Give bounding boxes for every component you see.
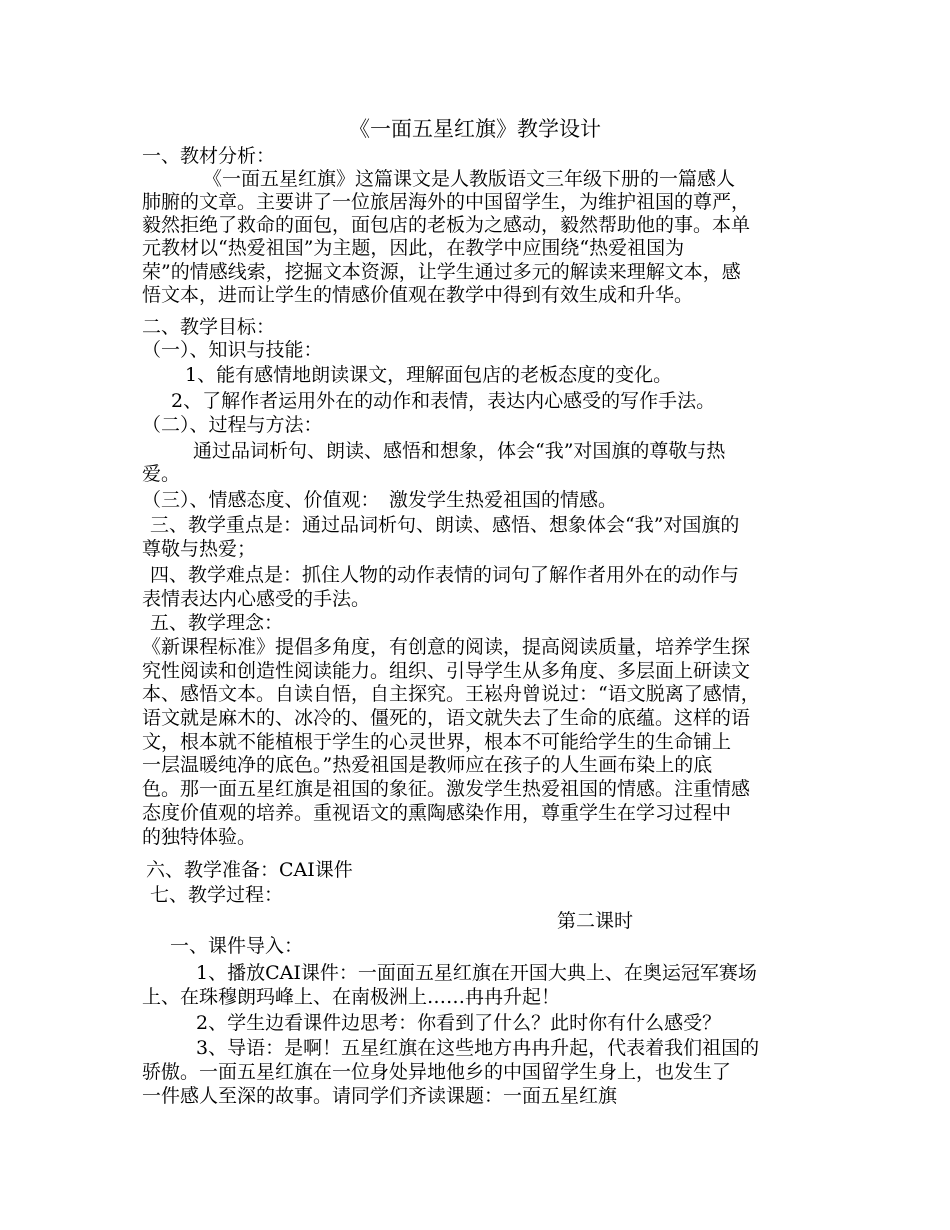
text-line: 3、导语：是啊！五星红旗在这些地方冉冉升起，代表着我们祖国的 — [196, 1037, 760, 1059]
subsection-heading: （三）、情感态度、价值观： 激发学生热爱祖国的情感。 — [142, 489, 618, 511]
text-line: 元教材以“热爱祖国”为主题，因此，在教学中应围绕“热爱祖国为 — [142, 237, 685, 259]
text-line: 尊敬与热爱； — [142, 538, 257, 560]
text-line: 通过品词析句、朗读、感悟和想象，体会“我”对国旗的尊敬与热 — [193, 440, 726, 462]
text-line: 爱。 — [142, 463, 181, 485]
text-line: 《新课程标准》提倡多角度，有创意的阅读，提高阅读质量，培养学生探 — [142, 636, 751, 658]
section-heading: 六、教学准备：CAI课件 — [146, 859, 353, 881]
text-line: 态度价值观的培养。重视语文的熏陶感染作用，尊重学生在学习过程中 — [142, 802, 732, 824]
text-line: 2、了解作者运用外在的动作和表情，表达内心感受的写作手法。 — [171, 390, 716, 412]
text-line: 语文就是麻木的、冰冷的、僵死的，语文就失去了生命的底蕴。这样的语 — [142, 707, 751, 729]
text-line: 骄傲。一面五星红旗在一位身处异地他乡的中国留学生身上，也发生了 — [142, 1061, 732, 1083]
text-line: 上、在珠穆朗玛峰上、在南极洲上……冉冉升起！ — [142, 986, 561, 1008]
section-heading: 三、教学重点是：通过品词析句、朗读、感悟、想象体会“我”对国旗的 — [150, 514, 740, 536]
text-line: 毅然拒绝了救命的面包，面包店的老板为之感动，毅然帮助他的事。本单 — [142, 214, 751, 236]
lesson-heading: 第二课时 — [556, 910, 633, 932]
text-line: 表情表达内心感受的手法。 — [142, 588, 371, 610]
section-heading: 一、教材分析： — [142, 145, 276, 167]
section-heading: 一、课件导入： — [170, 935, 304, 957]
section-heading: 二、教学目标： — [142, 316, 276, 338]
text-line: 一层温暖纯净的底色。”热爱祖国是教师应在孩子的人生画布染上的底 — [142, 754, 713, 776]
text-line: 色。那一面五星红旗是祖国的象征。激发学生热爱祖国的情感。注重情感 — [142, 778, 751, 800]
text-line: 究性阅读和创造性阅读能力。组织、引导学生从多角度、多层面上研读文 — [142, 660, 751, 682]
text-line: 悟文本，进而让学生的情感价值观在教学中得到有效生成和升华。 — [142, 284, 694, 306]
section-heading: 四、教学难点是：抓住人物的动作表情的词句了解作者用外在的动作与 — [150, 564, 740, 586]
text-line: 1、能有感情地朗读课文，理解面包店的老板态度的变化。 — [185, 364, 673, 386]
document-title: 《一面五星红旗》教学设计 — [349, 117, 601, 141]
text-line: 《一面五星红旗》这篇课文是人教版语文三年级下册的一篇感人 — [203, 168, 736, 190]
text-line: 1、播放CAI课件：一面面五星红旗在开国大典上、在奥运冠军赛场 — [196, 962, 757, 984]
text-line: 的独特体验。 — [142, 826, 257, 848]
text-line: 荣”的情感线索，挖掘文本资源，让学生通过多元的解读来理解文本，感 — [142, 261, 741, 283]
text-line: 2、学生边看课件边思考：你看到了什么？此时你有什么感受？ — [196, 1012, 722, 1034]
text-line: 本、感悟文本。自读自悟，自主探究。王崧舟曾说过：“语文脱离了感情， — [142, 683, 760, 705]
text-line: 肺腑的文章。主要讲了一位旅居海外的中国留学生，为维护祖国的尊严， — [142, 191, 751, 213]
section-heading: 七、教学过程： — [150, 884, 284, 906]
subsection-heading: （二）、过程与方法： — [142, 414, 323, 436]
text-line: 一件感人至深的故事。请同学们齐读课题：一面五星红旗 — [142, 1085, 618, 1107]
text-line: 文，根本就不能植根于学生的心灵世界，根本不可能给学生的生命铺上 — [142, 731, 732, 753]
section-heading: 五、教学理念： — [150, 612, 284, 634]
subsection-heading: （一）、知识与技能： — [142, 339, 323, 361]
